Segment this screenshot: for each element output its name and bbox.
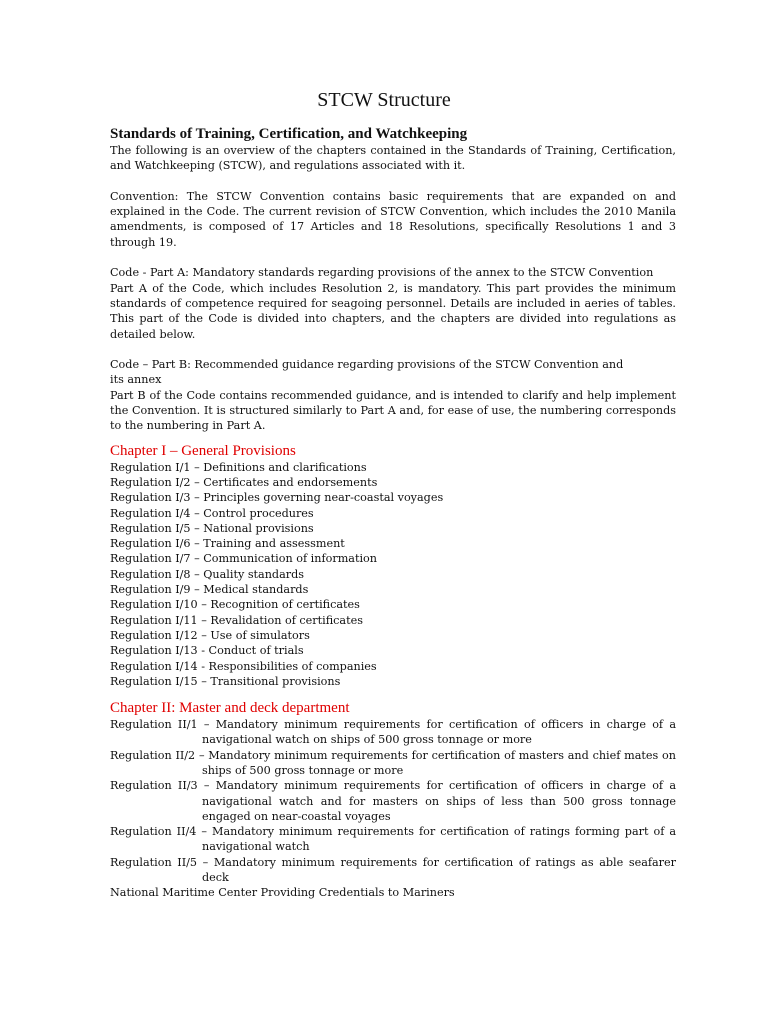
- section-subtitle: Standards of Training, Certification, and Watchkeeping: [110, 126, 468, 142]
- list-item: Regulation II/5 – Mandatory minimum requirements for certification of ratings as able seafarer deck: [110, 855, 676, 885]
- part-a-heading: Code - Part A: Mandatory standards regarding provisions of the annex to the STCW Convention: [110, 266, 654, 280]
- chapter-1-regulation-list: [110, 460, 676, 689]
- chapter-2-heading: Chapter II: Master and deck department: [110, 700, 350, 717]
- list-item: Regulation I/4 – Control procedures: [110, 506, 314, 520]
- list-item: Regulation I/6 – Training and assessment: [110, 537, 345, 551]
- list-item: Regulation I/14 - Responsibilities of companies: [110, 659, 377, 673]
- list-item: Regulation I/5 – National provisions: [110, 521, 314, 535]
- list-item: Regulation I/7 – Communication of information: [110, 552, 377, 566]
- list-item: Regulation I/3 – Principles governing near-coastal voyages: [110, 491, 444, 505]
- part-b-heading-line1: Code – Part B: Recommended guidance regarding provisions of the STCW Convention and: [110, 358, 624, 372]
- list-item: Regulation I/1 – Definitions and clarifications: [110, 460, 367, 474]
- list-item: Regulation II/3 – Mandatory minimum requirements for certification of officers in charge of a navigational watch and for masters on ships of less than 500 gross tonnage engaged on near-coastal voyages: [110, 779, 676, 823]
- list-item: Regulation I/9 – Medical standards: [110, 583, 309, 597]
- list-item: Regulation I/2 – Certificates and endorsements: [110, 475, 378, 489]
- chapter-1-heading: Chapter I – General Provisions: [110, 442, 296, 459]
- part-a-paragraph: Part A of the Code, which includes Resolution 2, is mandatory. This part provides the minimum standards of competence required for seagoing personnel. Details are included in aeries of tables. This part of the Code is divided into chapters, and the chapters are divided into regulations as detailed below.: [110, 281, 676, 341]
- list-item: Regulation I/10 – Recognition of certificates: [110, 598, 360, 612]
- convention-paragraph: Convention: The STCW Convention contains basic requirements that are expanded on and explained in the Code. The current revision of STCW Convention, which includes the 2010 Manila amendments, is composed of 17 Articles and 18 Resolutions, specifically Resolutions 1 and 3 through 19.: [110, 189, 676, 249]
- footer-line: National Maritime Center Providing Credentials to Mariners: [110, 886, 455, 900]
- page-title: STCW Structure: [317, 89, 451, 111]
- list-item: Regulation II/4 – Mandatory minimum requirements for certification of ratings forming part of a navigational watch: [110, 825, 676, 854]
- chapter-2-regulation-list: [110, 717, 676, 885]
- list-item: Regulation II/2 – Mandatory minimum requirements for certification of masters and chief mates on ships of 500 gross tonnage or more: [110, 748, 676, 777]
- part-b-heading-line2: its annex: [110, 373, 162, 387]
- list-item: Regulation I/15 – Transitional provisions: [110, 674, 341, 688]
- part-b-paragraph: Part B of the Code contains recommended guidance, and is intended to clarify and help implement the Convention. It is structured similarly to Part A and, for ease of use, the numbering corresponds to the numbering in Part A.: [110, 388, 676, 433]
- part-b-heading: [110, 357, 676, 388]
- document-content: [110, 125, 676, 901]
- list-item: Regulation I/8 – Quality standards: [110, 567, 305, 581]
- list-item: Regulation I/11 – Revalidation of certificates: [110, 613, 363, 627]
- list-item: Regulation I/13 - Conduct of trials: [110, 644, 304, 658]
- list-item: Regulation II/1 – Mandatory minimum requirements for certification of officers in charge of a navigational watch on ships of 500 gross tonnage or more: [110, 718, 676, 747]
- intro-paragraph: The following is an overview of the chapters contained in the Standards of Training, Certification, and Watchkeeping (STCW), and regulations associated with it.: [110, 144, 676, 173]
- list-item: Regulation I/12 – Use of simulators: [110, 628, 310, 642]
